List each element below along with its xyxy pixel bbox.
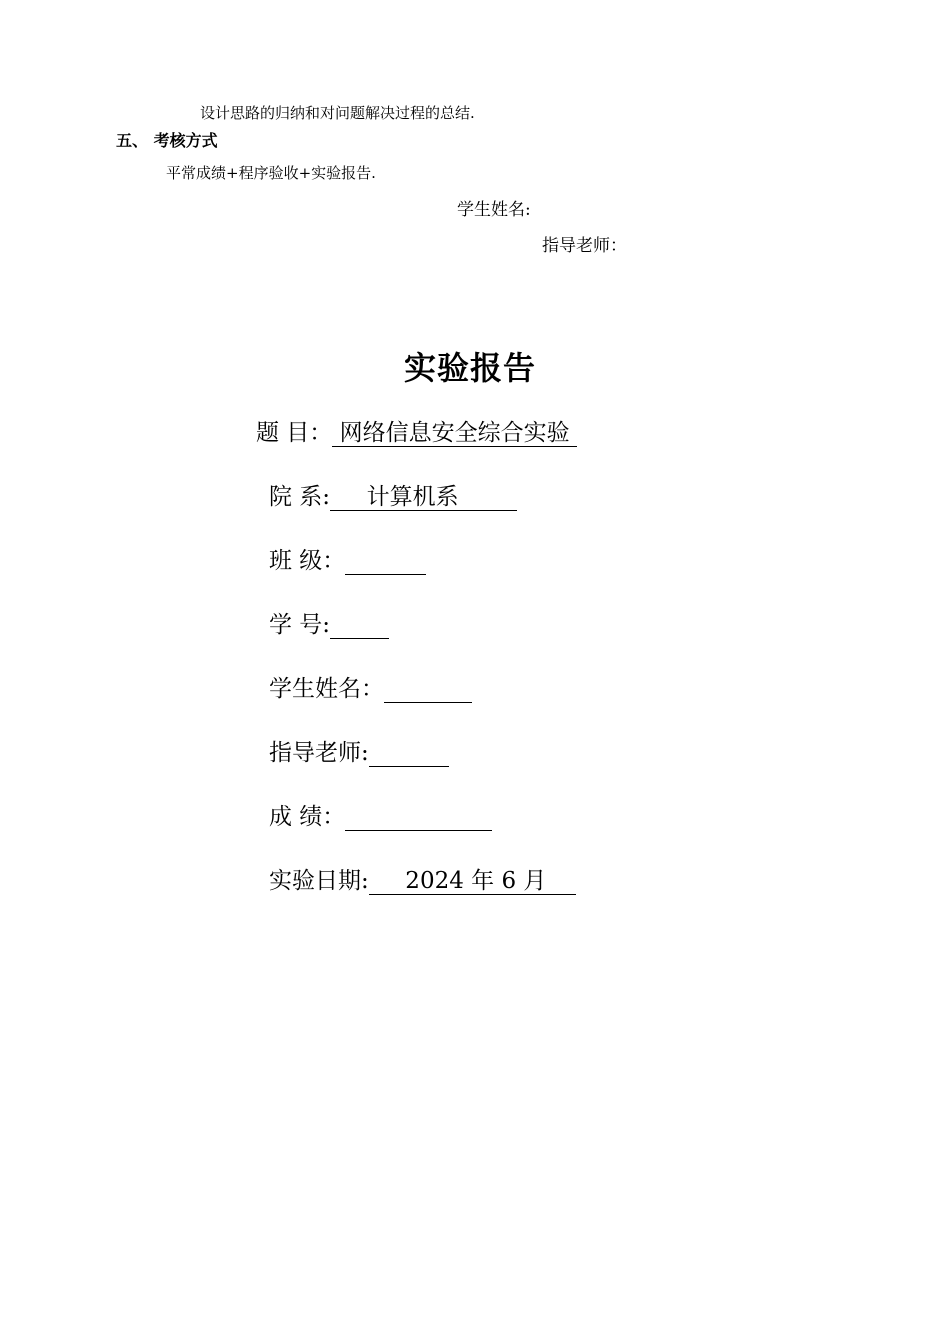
field-instructor-value bbox=[369, 740, 449, 767]
field-topic bbox=[256, 414, 577, 447]
summary-line: 设计思路的归纳和对问题解决过程的总结. bbox=[200, 104, 475, 122]
report-title: 实验报告 bbox=[404, 349, 537, 387]
field-class-label: 班 级： bbox=[269, 548, 346, 574]
field-grade-value bbox=[345, 804, 491, 831]
field-student-id bbox=[269, 606, 389, 639]
section-heading-assessment: 五、 考核方式 bbox=[116, 131, 218, 150]
field-class bbox=[269, 542, 426, 575]
student-name-label: 学生姓名: bbox=[457, 200, 531, 220]
field-student-name-label: 学生姓名： bbox=[269, 676, 384, 702]
field-grade-label: 成 绩： bbox=[269, 804, 346, 830]
assessment-text: 平常成绩+程序验收+实验报告. bbox=[166, 164, 376, 182]
field-grade bbox=[269, 798, 492, 831]
field-date-value: 2024 年 6 月 bbox=[368, 868, 576, 894]
field-student-id-label: 学 号: bbox=[269, 612, 331, 638]
field-department-label: 院 系: bbox=[269, 484, 331, 510]
field-class-value bbox=[345, 548, 425, 575]
field-student-id-value bbox=[330, 612, 389, 639]
field-department-value: 计算机系 bbox=[330, 484, 518, 510]
field-date bbox=[269, 862, 576, 895]
field-instructor bbox=[269, 734, 449, 767]
instructor-label: 指导老师： bbox=[542, 236, 627, 256]
field-department bbox=[269, 478, 517, 511]
field-topic-label: 题 目： bbox=[256, 420, 333, 446]
field-date-label: 实验日期: bbox=[269, 868, 369, 894]
field-student-name-value bbox=[384, 676, 472, 703]
field-student-name bbox=[269, 670, 472, 703]
field-topic-value: 网络信息安全综合实验 bbox=[332, 420, 577, 446]
field-instructor-label: 指导老师: bbox=[269, 740, 369, 766]
